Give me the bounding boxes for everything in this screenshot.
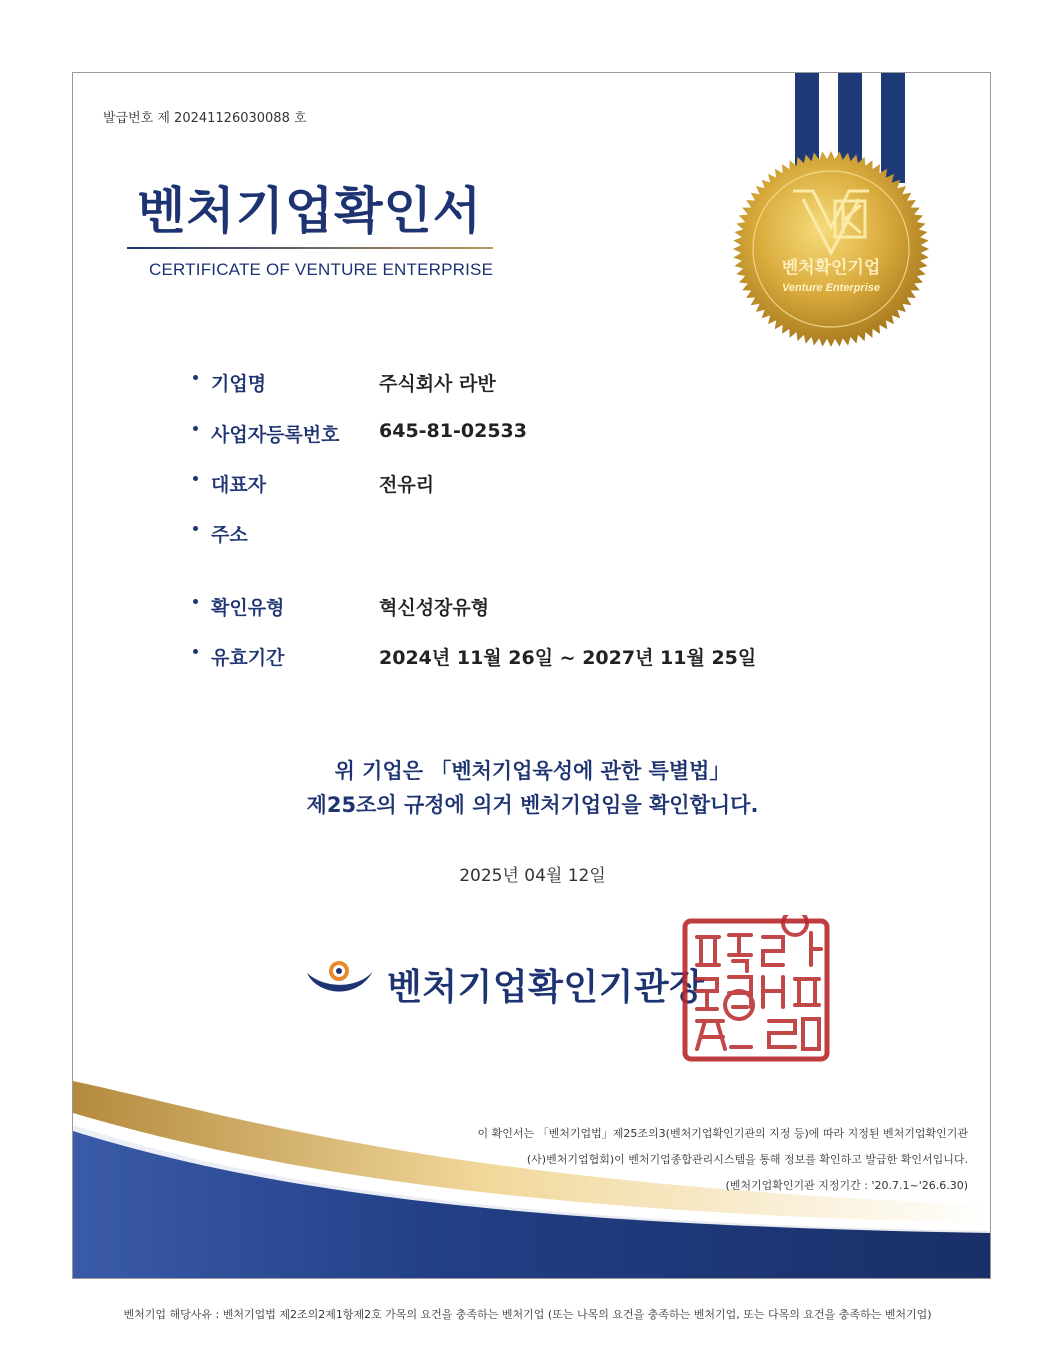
field-label: 사업자등록번호 bbox=[211, 424, 340, 446]
decorative-waves bbox=[73, 1073, 991, 1279]
note-line-3: (벤처기업확인기관 지정기간 : '20.7.1~'26.6.30) bbox=[725, 1179, 968, 1192]
statement-line-1: 위 기업은 「벤처기업육성에 관한 특별법」 bbox=[334, 759, 731, 783]
seal-text-ko: 벤처확인기업 bbox=[781, 258, 881, 278]
field-value: 혁신성장유형 bbox=[379, 597, 490, 619]
bullet-icon bbox=[193, 375, 198, 380]
issue-date: 2025년 04월 12일 bbox=[459, 866, 606, 886]
field-label: 주소 bbox=[211, 524, 248, 546]
bullet-icon bbox=[193, 426, 198, 431]
issue-number: 발급번호 제 20241126030088 호 bbox=[103, 111, 307, 126]
field-value: 645-81-02533 bbox=[379, 420, 527, 442]
footer-reason: 벤처기업 해당사유 : 벤처기업법 제2조의2제1항제2호 가목의 요건을 충족하는 벤처기업 (또는 나목의 요건을 충족하는 벤처기업, 또는 다목의 요건을 충족하는 벤처기업) bbox=[123, 1308, 932, 1321]
organization-logo-icon bbox=[305, 961, 375, 1001]
certificate-subtitle: CERTIFICATE OF VENTURE ENTERPRISE bbox=[149, 260, 494, 279]
note-line-2: (사)벤처기업협회)이 벤처기업종합관리시스템을 통해 정보를 확인하고 발급한 확인서입니다. bbox=[526, 1153, 968, 1166]
field-label: 확인유형 bbox=[211, 597, 285, 619]
field-label: 기업명 bbox=[211, 373, 267, 395]
certificate-frame bbox=[72, 72, 991, 1279]
gold-seal-icon bbox=[731, 149, 931, 349]
bullet-icon bbox=[193, 649, 198, 654]
seal-text-en: Venture Enterprise bbox=[781, 282, 881, 294]
certificate-title: 벤처기업확인서 bbox=[137, 182, 483, 240]
field-value: 전유리 bbox=[379, 474, 435, 496]
bullet-icon bbox=[193, 526, 198, 531]
seal-serrated-edge bbox=[733, 151, 929, 347]
bullet-icon bbox=[193, 476, 198, 481]
field-label: 유효기간 bbox=[211, 647, 285, 669]
field-label: 대표자 bbox=[211, 474, 267, 496]
official-stamp-icon bbox=[679, 915, 833, 1065]
statement-line-2: 제25조의 규정에 의거 벤처기업임을 확인합니다. bbox=[306, 793, 759, 817]
bullet-icon bbox=[193, 599, 198, 604]
organization-name: 벤처기업확인기관장 bbox=[387, 967, 705, 1008]
title-divider bbox=[127, 247, 493, 249]
field-value: 주식회사 라반 bbox=[379, 373, 496, 395]
note-line-1: 이 확인서는 「벤처기업법」제25조의3(벤처기업확인기관의 지정 등)에 따라 지정된 벤처기업확인기관 bbox=[477, 1127, 968, 1140]
field-value: 2024년 11월 26일 ~ 2027년 11월 25일 bbox=[379, 647, 757, 669]
